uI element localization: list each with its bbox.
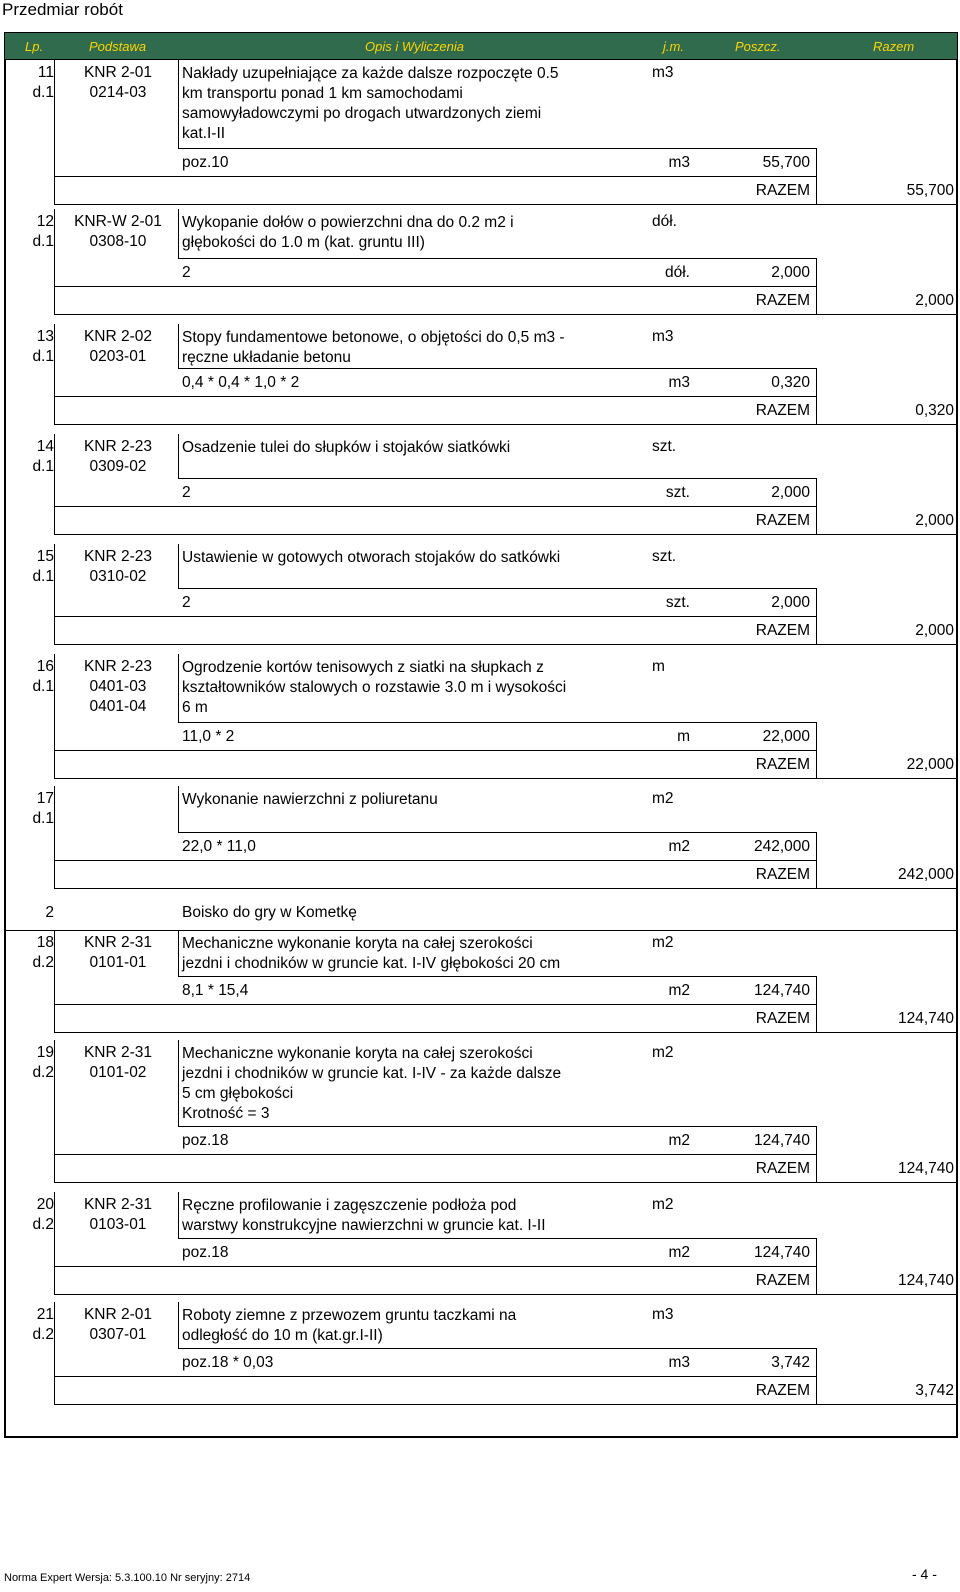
item-number: 17: [36, 790, 54, 807]
table-header: [4, 32, 958, 60]
column-divider: [178, 60, 179, 148]
description-line: km transportu ponad 1 km samochodami: [182, 85, 463, 102]
calc-unit: m2: [668, 1244, 690, 1261]
description-line: odległość do 10 m (kat.gr.I-II): [182, 1327, 383, 1344]
razem-label: RAZEM: [755, 182, 810, 199]
calc-unit: m3: [668, 1354, 690, 1371]
description-line: Krotność = 3: [182, 1105, 270, 1122]
description-line: Wykopanie dołów o powierzchni dna do 0.2 m2 i: [182, 214, 514, 231]
partial-value: 22,000: [762, 728, 810, 745]
description-line: Stopy fundamentowe betonowe, o objętości do 0,5 m3 -: [182, 329, 565, 346]
basis-code: 0203-01: [89, 348, 147, 365]
basis-code: 0101-02: [89, 1064, 147, 1081]
row-divider: [6, 930, 956, 931]
total-value: 124,740: [897, 1272, 954, 1289]
column-divider: [816, 1126, 817, 1182]
page-title: Przedmiar robót: [2, 0, 123, 19]
calculation: 2: [182, 484, 191, 501]
calculation: poz.18: [182, 1244, 229, 1261]
description-line: 5 cm głębokości: [182, 1085, 294, 1102]
calculation: 2: [182, 264, 191, 281]
calculation: 2: [182, 594, 191, 611]
column-divider: [816, 368, 817, 424]
column-divider: [54, 434, 55, 534]
description-line: 6 m: [182, 699, 208, 716]
calculation: poz.18 * 0,03: [182, 1354, 274, 1371]
basis-code: 0310-02: [89, 568, 147, 585]
razem-label: RAZEM: [755, 1010, 810, 1027]
razem-label: RAZEM: [755, 622, 810, 639]
description-line: samowyładowczymi po drogach utwardzonych ziemi: [182, 105, 542, 122]
item-subsection: d.1: [32, 810, 54, 827]
row-divider: [178, 976, 816, 977]
item-subsection: d.1: [32, 568, 54, 585]
unit: m2: [652, 934, 674, 951]
calculation: poz.18: [182, 1132, 229, 1149]
row-divider: [54, 644, 956, 645]
calculation: 8,1 * 15,4: [182, 982, 249, 999]
calc-unit: m: [677, 728, 690, 745]
unit: m3: [652, 1306, 674, 1323]
header-razem: Razem: [873, 39, 915, 54]
partial-value: 3,742: [771, 1354, 810, 1371]
total-value: 2,000: [915, 512, 954, 529]
header-podstawa: Podstawa: [89, 39, 147, 54]
description-line: warstwy konstrukcyjne nawierzchni w gruncie kat. I-II: [182, 1217, 546, 1234]
total-value: 242,000: [897, 866, 954, 883]
item-number: 12: [36, 213, 54, 230]
row-divider: [178, 258, 816, 259]
row-divider: [54, 204, 956, 205]
item-number: 19: [36, 1044, 54, 1061]
basis-code: KNR 2-31: [83, 1044, 153, 1061]
razem-label: RAZEM: [755, 1160, 810, 1177]
column-divider: [178, 209, 179, 258]
razem-label: RAZEM: [755, 512, 810, 529]
row-divider: [54, 1376, 816, 1377]
unit: m2: [652, 1196, 674, 1213]
unit: m2: [652, 1044, 674, 1061]
column-divider: [178, 324, 179, 368]
total-value: 2,000: [915, 292, 954, 309]
column-divider: [54, 786, 55, 888]
row-divider: [178, 832, 816, 833]
description-line: głębokości do 1.0 m (kat. gruntu III): [182, 234, 425, 251]
column-divider: [178, 930, 179, 976]
column-divider: [816, 832, 817, 888]
column-divider: [178, 1040, 179, 1126]
footer-version: Norma Expert Wersja: 5.3.100.10 Nr seryjny: 2714: [4, 1572, 251, 1584]
row-divider: [54, 176, 816, 177]
description-line: Osadzenie tulei do słupków i stojaków siatkówki: [182, 439, 511, 456]
unit: m: [652, 658, 665, 675]
row-divider: [54, 286, 816, 287]
razem-label: RAZEM: [755, 866, 810, 883]
description-line: Ustawienie w gotowych otworach stojaków do satkówki: [182, 549, 561, 566]
row-divider: [178, 148, 816, 149]
description-line: Mechaniczne wykonanie koryta na całej szerokości: [182, 1045, 533, 1062]
total-value: 3,742: [915, 1382, 954, 1399]
row-divider: [54, 750, 816, 751]
description-line: Ręczne profilowanie i zagęszczenie podłoża pod: [182, 1197, 517, 1214]
basis-code: 0308-10: [89, 233, 147, 250]
row-divider: [178, 1348, 816, 1349]
total-value: 124,740: [897, 1160, 954, 1177]
row-divider: [178, 722, 816, 723]
column-divider: [178, 544, 179, 588]
razem-label: RAZEM: [755, 402, 810, 419]
column-divider: [54, 544, 55, 644]
total-value: 2,000: [915, 622, 954, 639]
basis-code: 0309-02: [89, 458, 147, 475]
column-divider: [816, 976, 817, 1032]
razem-label: RAZEM: [755, 1382, 810, 1399]
basis-code: 0401-03: [89, 678, 147, 695]
column-divider: [178, 1302, 179, 1348]
item-subsection: d.1: [32, 233, 54, 250]
column-divider: [54, 1040, 55, 1182]
description-line: kat.I-II: [182, 125, 226, 142]
basis-code: 0101-01: [89, 954, 147, 971]
calc-unit: m3: [668, 374, 690, 391]
row-divider: [54, 1294, 956, 1295]
basis-code: 0214-03: [89, 84, 147, 101]
item-number: 14: [36, 438, 54, 455]
partial-value: 2,000: [771, 484, 810, 501]
column-divider: [54, 930, 55, 1032]
section-number: 2: [45, 904, 54, 921]
total-value: 124,740: [897, 1010, 954, 1027]
description-line: Wykonanie nawierzchni z poliuretanu: [182, 791, 438, 808]
item-number: 13: [36, 328, 54, 345]
basis-code: 0103-01: [89, 1216, 147, 1233]
row-divider: [54, 424, 956, 425]
row-divider: [54, 1404, 956, 1405]
column-divider: [178, 1192, 179, 1238]
row-divider: [178, 368, 816, 369]
description-line: Nakłady uzupełniające za każde dalsze rozpoczęte 0.5: [182, 65, 559, 82]
column-divider: [54, 1192, 55, 1294]
description-line: kształtowników stalowych o rozstawie 3.0 m i wysokości: [182, 679, 567, 696]
calc-unit: m2: [668, 982, 690, 999]
column-divider: [54, 209, 55, 314]
basis-code: KNR-W 2-01: [74, 213, 162, 230]
column-divider: [816, 478, 817, 534]
description-line: jezdni i chodników w gruncie kat. I-IV głębokości 20 cm: [182, 955, 561, 972]
item-number: 15: [36, 548, 54, 565]
item-number: 11: [37, 64, 54, 81]
unit: szt.: [652, 438, 677, 455]
header-jm: j.m.: [663, 39, 684, 54]
calculation: 11,0 * 2: [182, 728, 235, 745]
description-line: ręczne układanie betonu: [182, 349, 351, 366]
row-divider: [54, 396, 816, 397]
column-divider: [54, 654, 55, 778]
row-divider: [54, 314, 956, 315]
item-subsection: d.1: [32, 458, 54, 475]
total-value: 55,700: [906, 182, 954, 199]
basis-code: KNR 2-31: [83, 1196, 153, 1213]
page-number: - 4 -: [912, 1566, 937, 1582]
razem-label: RAZEM: [755, 292, 810, 309]
column-divider: [178, 654, 179, 722]
item-number: 20: [36, 1196, 54, 1213]
item-subsection: d.1: [32, 84, 54, 101]
partial-value: 124,740: [753, 982, 810, 999]
row-divider: [54, 778, 956, 779]
item-number: 16: [36, 658, 54, 675]
basis-code: KNR 2-01: [83, 64, 153, 81]
basis-code: KNR 2-01: [83, 1306, 153, 1323]
basis-code: KNR 2-23: [83, 438, 153, 455]
razem-label: RAZEM: [755, 756, 810, 773]
unit: m3: [652, 328, 674, 345]
basis-code: 0401-04: [89, 698, 147, 715]
item-subsection: d.2: [32, 1064, 54, 1081]
total-value: 22,000: [906, 756, 954, 773]
item-subsection: d.2: [32, 954, 54, 971]
column-divider: [816, 588, 817, 644]
row-divider: [178, 1126, 816, 1127]
column-divider: [54, 324, 55, 424]
row-divider: [54, 616, 816, 617]
item-subsection: d.2: [32, 1326, 54, 1343]
calc-unit: m3: [668, 154, 690, 171]
column-divider: [816, 258, 817, 314]
item-subsection: d.2: [32, 1216, 54, 1233]
column-divider: [816, 148, 817, 204]
row-divider: [54, 534, 956, 535]
basis-code: KNR 2-23: [83, 658, 153, 675]
column-divider: [816, 722, 817, 778]
row-divider: [54, 1182, 956, 1183]
partial-value: 124,740: [753, 1244, 810, 1261]
total-value: 0,320: [915, 402, 954, 419]
partial-value: 2,000: [771, 264, 810, 281]
column-divider: [178, 786, 179, 832]
column-divider: [816, 1348, 817, 1404]
row-divider: [178, 478, 816, 479]
unit: m3: [652, 64, 674, 81]
unit: m2: [652, 790, 674, 807]
description-line: Ogrodzenie kortów tenisowych z siatki na słupkach z: [182, 659, 544, 676]
calculation: 0,4 * 0,4 * 1,0 * 2: [182, 374, 300, 391]
basis-code: KNR 2-23: [83, 548, 153, 565]
description-line: Mechaniczne wykonanie koryta na całej szerokości: [182, 935, 533, 952]
basis-code: KNR 2-02: [83, 328, 153, 345]
row-divider: [178, 588, 816, 589]
row-divider: [54, 1032, 956, 1033]
calculation: poz.10: [182, 154, 229, 171]
row-divider: [54, 506, 816, 507]
partial-value: 0,320: [771, 374, 810, 391]
description-line: Roboty ziemne z przewozem gruntu taczkami na: [182, 1307, 517, 1324]
calc-unit: szt.: [665, 594, 690, 611]
column-divider: [816, 1238, 817, 1294]
partial-value: 124,740: [753, 1132, 810, 1149]
calc-unit: m2: [668, 838, 690, 855]
section-title: Boisko do gry w Kometkę: [182, 904, 357, 921]
column-divider: [54, 1302, 55, 1404]
item-subsection: d.1: [32, 678, 54, 695]
basis-code: 0307-01: [89, 1326, 147, 1343]
description-line: jezdni i chodników w gruncie kat. I-IV - za każde dalsze: [182, 1065, 562, 1082]
partial-value: 55,700: [762, 154, 810, 171]
partial-value: 2,000: [771, 594, 810, 611]
row-divider: [178, 1238, 816, 1239]
calc-unit: m2: [668, 1132, 690, 1149]
basis-code: KNR 2-31: [83, 934, 153, 951]
calc-unit: dół.: [665, 264, 690, 281]
row-divider: [54, 1266, 816, 1267]
item-number: 18: [36, 934, 54, 951]
unit: szt.: [652, 548, 677, 565]
row-divider: [54, 860, 816, 861]
header-lp: Lp.: [25, 39, 44, 54]
row-divider: [54, 1154, 816, 1155]
unit: dół.: [652, 213, 677, 230]
header-opis: Opis i Wyliczenia: [365, 39, 464, 54]
estimate-table: [4, 60, 958, 1438]
column-divider: [178, 434, 179, 478]
item-subsection: d.1: [32, 348, 54, 365]
header-poszcz: Poszcz.: [735, 39, 781, 54]
calculation: 22,0 * 11,0: [182, 838, 256, 855]
column-divider: [54, 60, 55, 204]
razem-label: RAZEM: [755, 1272, 810, 1289]
row-divider: [54, 888, 956, 889]
calc-unit: szt.: [665, 484, 690, 501]
row-divider: [54, 1004, 816, 1005]
partial-value: 242,000: [753, 838, 810, 855]
item-number: 21: [36, 1306, 54, 1323]
